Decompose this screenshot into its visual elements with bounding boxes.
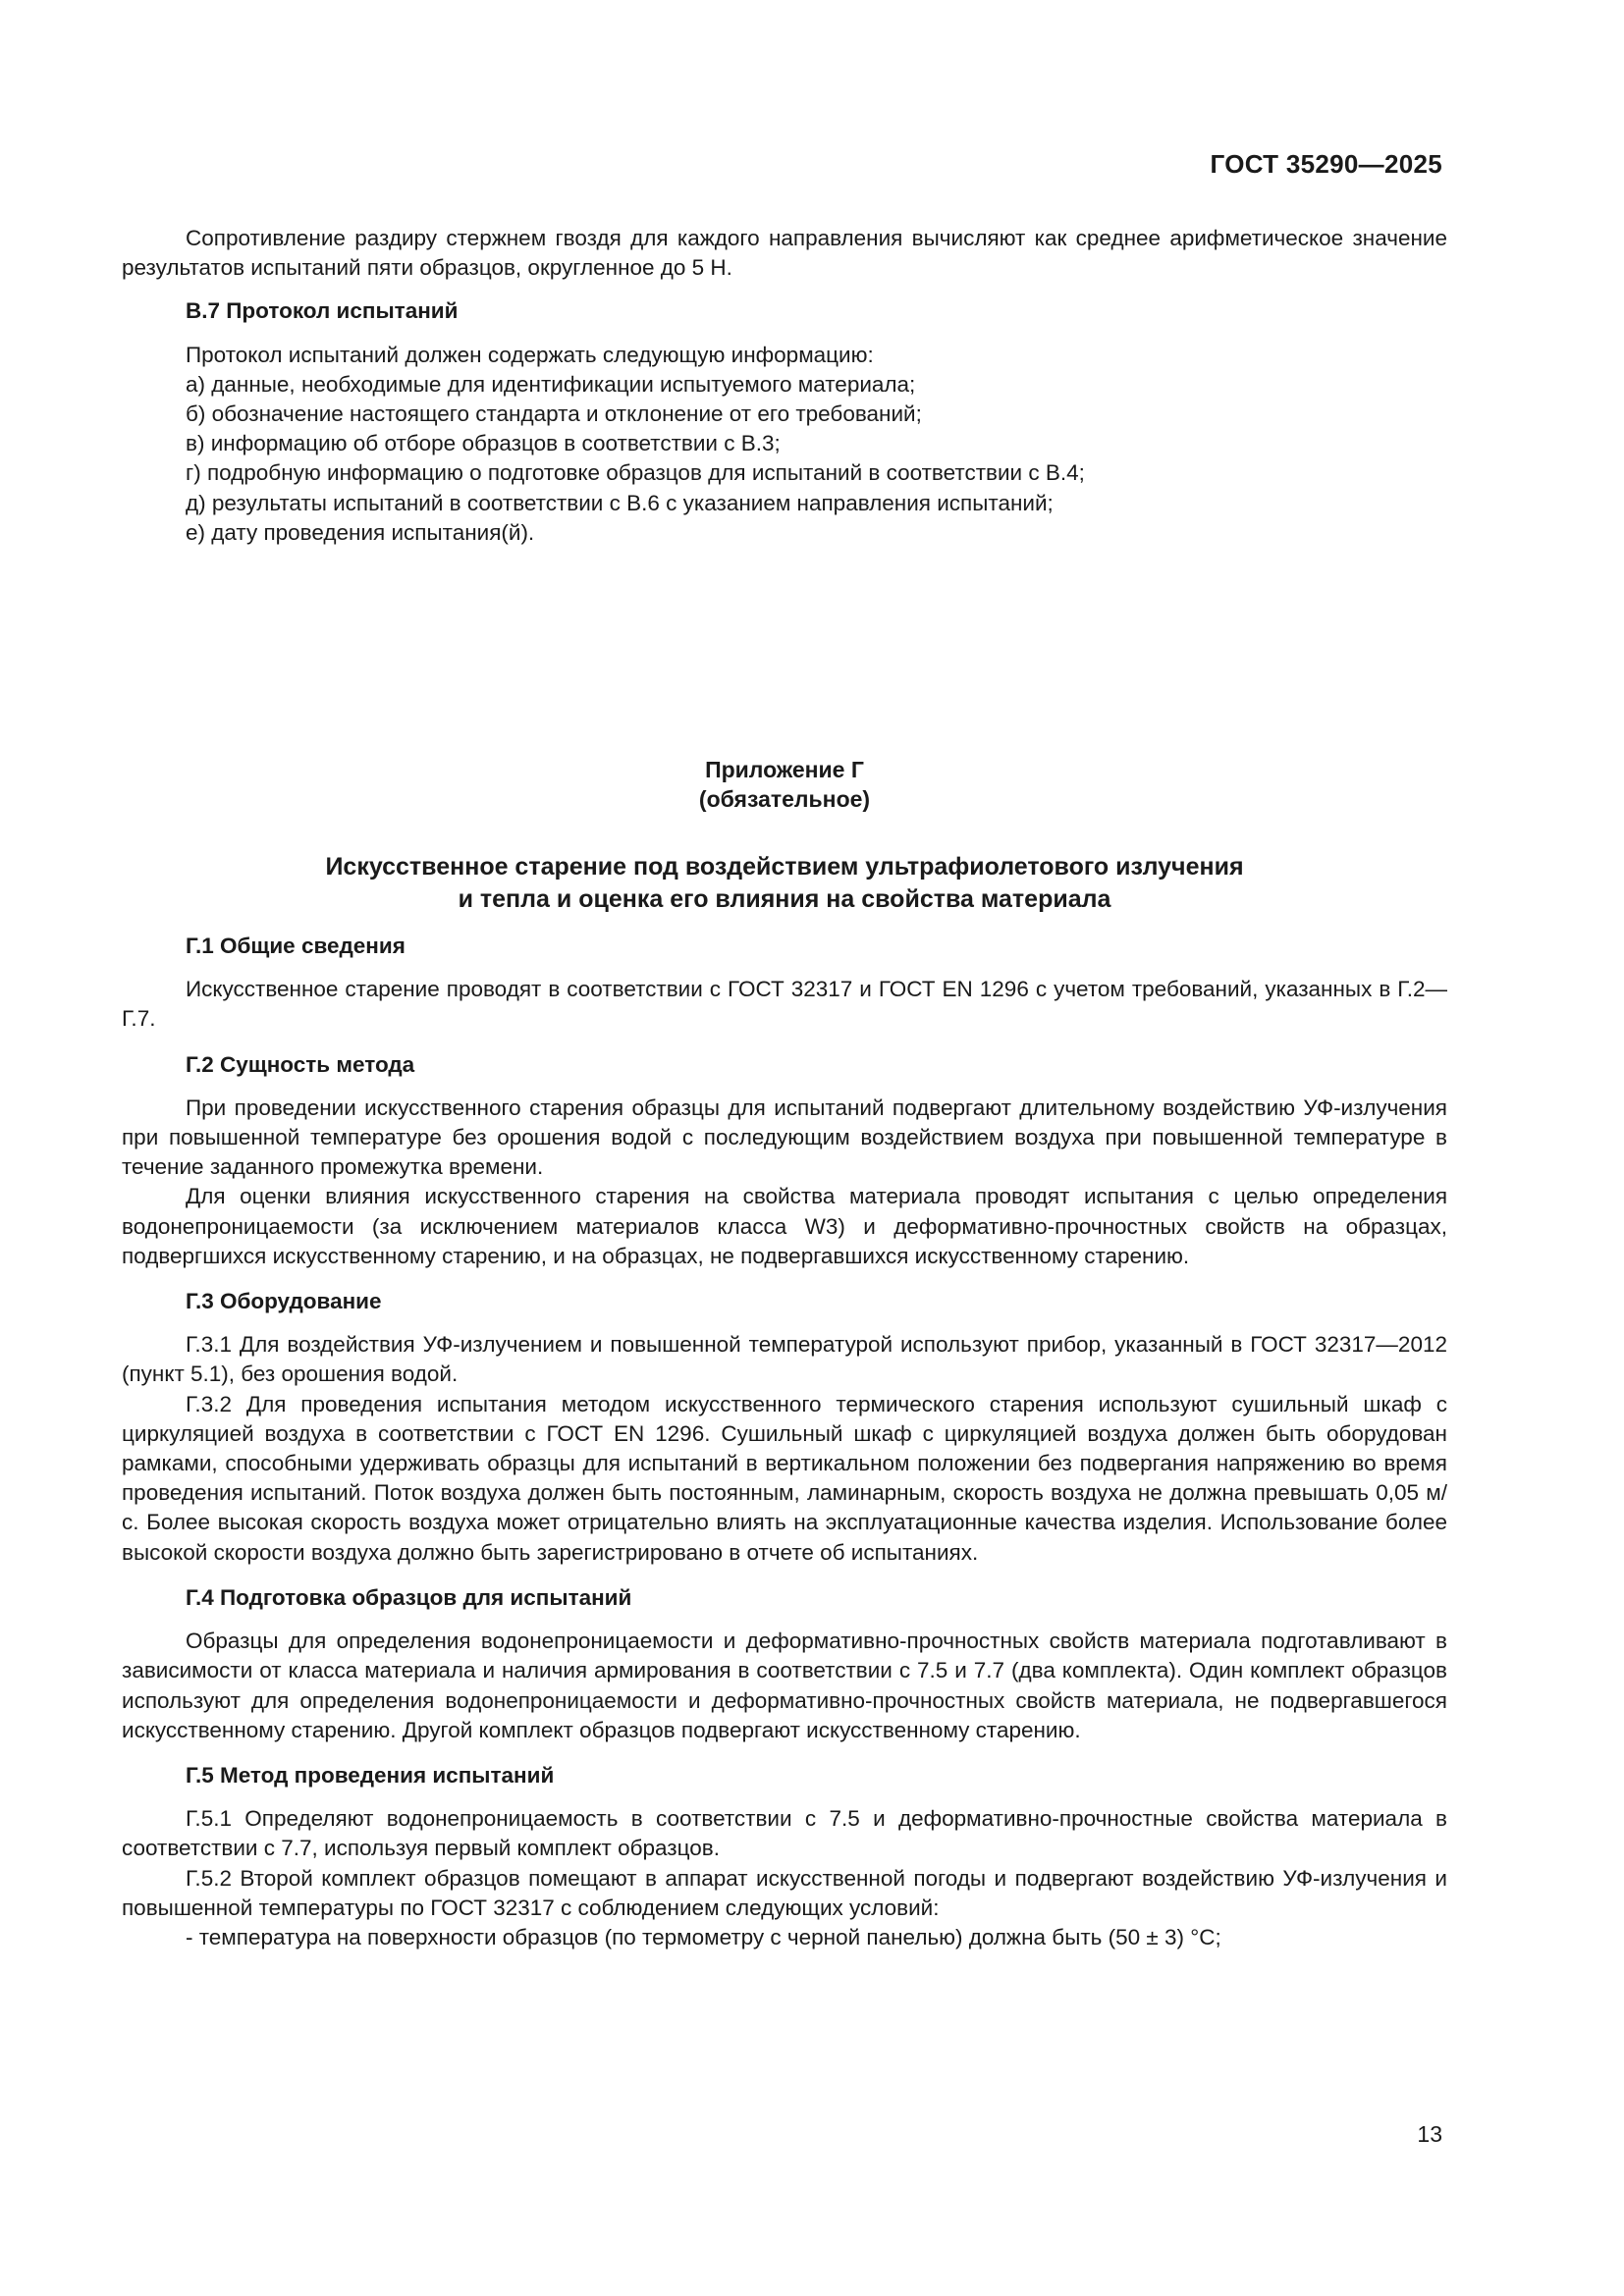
section-g1-paragraph: Искусственное старение проводят в соответствии с ГОСТ 32317 и ГОСТ EN 1296 с учетом требований, указанных в Г.2—Г.7. [122,977,1447,1032]
section-g4-paragraph: Образцы для определения водонепроницаемости и деформативно-прочностных свойств материала подготавливают в зависимости от класса материала и наличия армирования в соответствии с 7.5 и 7.7 (два комплекта). Один комплект образцов используют для определения водонепроницаемости и деформативно-прочностных свойств материала, не подвергавшегося искусственному старению. Другой комплект образцов подвергают искусственному старению. [122,1629,1447,1742]
annex-label: Приложение Г [705,757,864,783]
section-g5-heading: Г.5 Метод проведения испытаний [186,1762,555,1788]
list-item: б) обозначение настоящего стандарта и отклонение от его требований; [186,401,922,427]
section-g2-paragraph-2: Для оценки влияния искусственного старения на свойства материала проводят испытания с целью определения водонепроницаемости (за исключением материалов класса W3) и деформативно-прочностных свойств на образцах, подвергшихся искусственному старению, и на образцах, не подвергавшихся искусственному старению. [122,1184,1447,1268]
section-g2-paragraph-1: При проведении искусственного старения образцы для испытаний подвергают длительному воздействию УФ-излучения при повышенной температуре без орошения водой с последующим воздействием воздуха при повышенной температуре в течение заданного промежутка времени. [122,1095,1447,1180]
annex-header [122,755,1447,814]
section-g4-heading: Г.4 Подготовка образцов для испытаний [186,1584,632,1610]
section-g3-paragraph-2: Г.3.2 Для проведения испытания методом искусственного термического старения используют сушильный шкаф с циркуляцией воздуха в соответствии с ГОСТ EN 1296. Сушильный шкаф с циркуляцией воздуха должен быть оборудован рамками, способными удерживать образцы для испытаний в вертикальном положении без подвергания напряжению во время проведения испытаний. Поток воздуха должен быть постоянным, ламинарным, скорость воздуха не должна превышать 0,05 м/с. Более высокая скорость воздуха может отрицательно влиять на эксплуатационные качества изделия. Использование более высокой скорости воздуха должно быть зарегистрировано в отчете об испытаниях. [122,1391,1447,1565]
section-g3-heading: Г.3 Оборудование [186,1289,382,1314]
section-g2-heading: Г.2 Сущность метода [186,1051,415,1077]
annex-title-line-1: Искусственное старение под воздействием ультрафиолетового излучения [325,853,1244,881]
list-item: е) дату проведения испытания(й). [186,519,535,545]
annex-title [122,851,1447,916]
section-g5-paragraph-3: - температура на поверхности образцов (по термометру с черной панелью) должна быть (50 ± 3) °С; [186,1924,1221,1949]
section-g1-heading: Г.1 Общие сведения [186,934,406,959]
document-code-header: ГОСТ 35290—2025 [1210,149,1442,179]
section-g5-paragraph-1: Г.5.1 Определяют водонепроницаемость в соответствии с 7.5 и деформативно-прочностные свойства материала в соответствии с 7.7, используя первый комплект образцов. [122,1806,1447,1861]
list-item: в) информацию об отборе образцов в соответствии с В.3; [186,431,781,456]
page-number: 13 [1417,2121,1442,2147]
section-b7-lead: Протокол испытаний должен содержать следующую информацию: [186,342,874,367]
annex-status: (обязательное) [698,786,871,813]
section-b7-heading: В.7 Протокол испытаний [186,298,459,324]
section-g5-paragraph-2: Г.5.2 Второй комплект образцов помещают в аппарат искусственной погоды и подвергают воздействию УФ-излучения и повышенной температуры по ГОСТ 32317 с соблюдением следующих условий: [122,1865,1447,1920]
annex-title-line-2: и тепла и оценка его влияния на свойства материала [458,885,1111,914]
section-g3-paragraph-1: Г.3.1 Для воздействия УФ-излучением и повышенной температурой используют прибор, указанный в ГОСТ 32317—2012 (пункт 5.1), без орошения водой. [122,1332,1447,1387]
intro-paragraph: Сопротивление раздиру стержнем гвоздя для каждого направления вычисляют как среднее арифметическое значение результатов испытаний пяти образцов, округленное до 5 Н. [122,226,1447,281]
list-item: а) данные, необходимые для идентификации испытуемого материала; [186,371,916,397]
list-item: д) результаты испытаний в соответствии с В.6 с указанием направления испытаний; [186,490,1054,515]
list-item: г) подробную информацию о подготовке образцов для испытаний в соответствии с В.4; [186,460,1085,486]
page-content [122,224,1447,1952]
